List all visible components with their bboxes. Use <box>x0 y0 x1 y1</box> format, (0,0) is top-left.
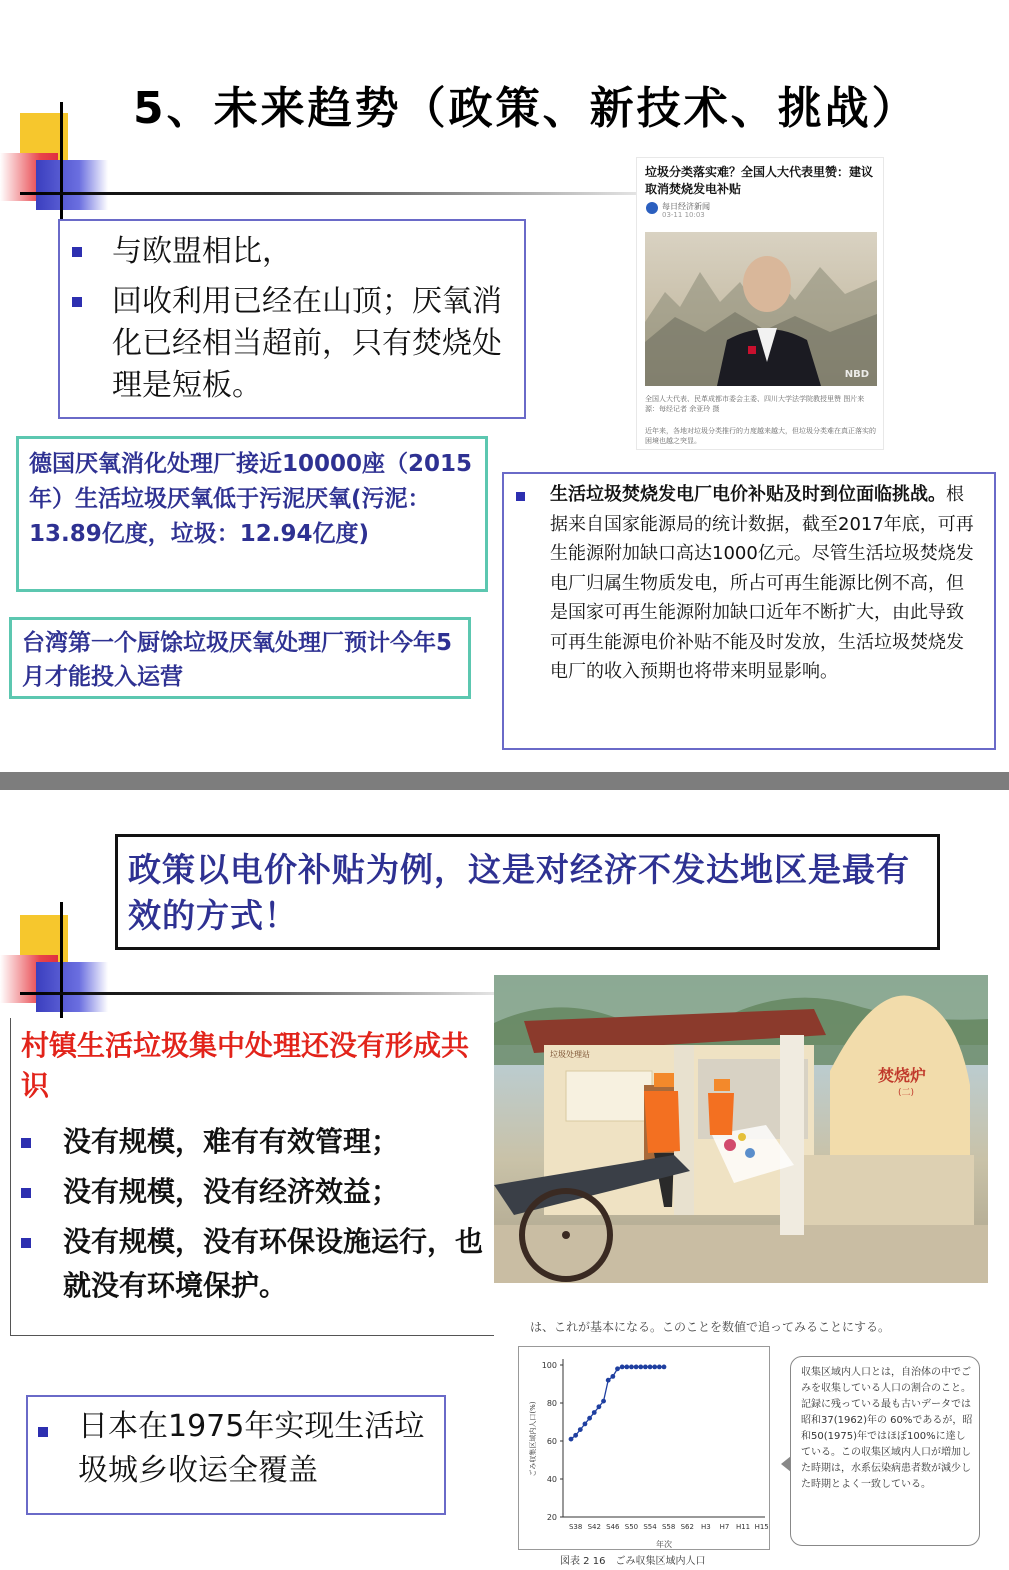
y-tick-label: 40 <box>546 1475 557 1484</box>
bullet-text: 没有规模，难有有效管理； <box>63 1125 400 1158</box>
incinerator-photo <box>494 975 988 1283</box>
x-tick-label: S38 <box>568 1523 583 1531</box>
chart-intro-text: は、これが基本になる。このことを数値で追ってみることにする。 <box>530 1320 891 1334</box>
bullet-item <box>21 1220 491 1308</box>
news-time: 03-11 10:03 <box>662 211 705 219</box>
y-tick-label: 60 <box>546 1437 557 1446</box>
bullet-square-icon <box>38 1427 48 1437</box>
news-watermark: NBD <box>844 369 869 380</box>
y-tick-label: 100 <box>541 1361 557 1370</box>
data-point <box>624 1365 629 1370</box>
chart-note-bubble <box>790 1356 980 1546</box>
data-point <box>569 1437 574 1442</box>
x-tick-label: H11 <box>735 1523 751 1531</box>
news-footer: 近年来，各地对垃圾分类推行的力度越来越大，但垃圾分类难在真正落实的困境也越之突显。 <box>645 427 876 445</box>
data-point <box>601 1399 606 1404</box>
bullet-square-icon <box>516 492 525 501</box>
data-point <box>648 1365 653 1370</box>
y-tick-label: 80 <box>546 1399 557 1408</box>
y-tick-label: 20 <box>546 1513 557 1522</box>
page-title: 5、未来趋势（政策、新技术、挑战） <box>133 83 919 134</box>
chart-caption: 図表 2 16 ごみ収集区域内人口 <box>560 1556 706 1567</box>
data-point <box>652 1365 657 1370</box>
data-point <box>597 1404 602 1409</box>
news-caption: 全国人大代表、民革成都市委会主委、四川大学法学院教授里赞 图片来源：每经记者 余亚玲 摄 <box>645 395 865 413</box>
x-tick-label: H7 <box>719 1523 730 1531</box>
x-tick-label: S42 <box>587 1523 601 1531</box>
series-line <box>571 1367 664 1439</box>
chart-xlabel: 年次 <box>656 1540 672 1549</box>
policy-text: 政策以电价补贴为例，这是对经济不发达地区是最有效的方式！ <box>128 850 910 935</box>
data-point <box>573 1433 578 1438</box>
x-tick-label: H15 <box>754 1523 769 1531</box>
photo-kiln-label: 焚烧炉 <box>878 1066 927 1085</box>
news-source: 每日经济新闻 <box>662 202 710 211</box>
x-tick-label: S54 <box>643 1523 657 1531</box>
photo-kiln-sub: (二) <box>898 1088 915 1098</box>
subsidy-text <box>550 480 978 687</box>
bullet-square-icon <box>72 297 82 307</box>
bullet-text: 回收利用已经在山顶；厌氧消化已经相当超前，只有焚烧处理是短板。 <box>112 284 502 403</box>
decor-horizontal-line <box>20 192 640 195</box>
news-headline: 垃圾分类落实难？全国人大代表里赞：建议取消焚烧发电补贴 <box>645 165 874 196</box>
subsidy-body: 根据来自国家能源局的统计数据，截至2017年底，可再生能源附加缺口高达1000亿元。尽管生活垃圾焚烧发电厂归属生物质发电，所占可再生能源比例不高，但是国家可再生能源附加缺口近年不断扩大，由此导致可再生能源电价补贴不能及时发放，生活垃圾焚烧发电厂的收入预期也将带来明显影响。 <box>550 484 974 682</box>
subsidy-box <box>502 472 996 750</box>
data-point <box>583 1422 588 1427</box>
bubble-pointer-icon <box>781 1456 791 1472</box>
data-point <box>629 1365 634 1370</box>
data-point <box>634 1365 639 1370</box>
data-point <box>638 1365 643 1370</box>
data-point <box>587 1416 592 1421</box>
news-card <box>636 157 884 450</box>
bullet-square-icon <box>21 1138 31 1148</box>
news-photo <box>645 232 877 386</box>
bullet-square-icon <box>72 247 82 257</box>
decor-vertical-line <box>60 902 63 1022</box>
bullet-item <box>21 1120 491 1164</box>
policy-box <box>115 834 940 950</box>
decor-vertical-line <box>60 102 63 222</box>
data-point <box>606 1378 611 1383</box>
eu-compare-box <box>58 219 526 419</box>
photo-sign: 垃圾处理站 <box>550 1050 590 1059</box>
decor-blue-square <box>36 962 108 1012</box>
bullet-square-icon <box>21 1188 31 1198</box>
bullet-text: 没有规模，没有环保设施运行，也就没有环境保护。 <box>63 1225 484 1302</box>
japan-box <box>26 1395 446 1515</box>
data-point <box>620 1365 625 1370</box>
slide-separator <box>0 772 1009 790</box>
data-point <box>610 1374 615 1379</box>
slide-future-trends <box>0 0 1009 772</box>
subsidy-bold-lead: 生活垃圾焚烧发电厂电价补贴及时到位面临挑战。 <box>550 484 946 505</box>
bullet-text: 没有规模，没有经济效益； <box>63 1175 400 1208</box>
slide-policy-village <box>0 790 1009 1570</box>
data-point <box>615 1366 620 1371</box>
news-photo-art <box>645 232 877 386</box>
x-tick-label: H3 <box>700 1523 711 1531</box>
x-tick-label: S62 <box>680 1523 694 1531</box>
germany-text: 德国厌氧消化处理厂接近10000座（2015年）生活垃圾厌氧低于污泥厌氧(污泥：13.89亿度，垃圾：12.94亿度) <box>29 451 473 547</box>
data-point <box>578 1427 583 1432</box>
village-heading: 村镇生活垃圾集中处理还没有形成共识 <box>21 1029 470 1102</box>
x-tick-label: S58 <box>661 1523 676 1531</box>
x-tick-label: S50 <box>624 1523 639 1531</box>
data-point <box>662 1365 667 1370</box>
bullet-item <box>72 231 512 273</box>
bullet-item <box>72 281 512 407</box>
taiwan-box <box>9 617 471 699</box>
incinerator-photo-art <box>494 975 988 1283</box>
germany-box <box>16 436 488 592</box>
decor-horizontal-line <box>20 992 495 995</box>
data-point <box>592 1410 597 1415</box>
decor-blue-square <box>36 160 108 210</box>
data-point <box>643 1365 648 1370</box>
japan-text: 日本在1975年实现生活垃圾城乡收运全覆盖 <box>78 1409 425 1488</box>
chart-note-text: 収集区域内人口とは，自治体の中でごみを収集している人口の割合のこと。記録に残っている最も古いデータでは昭和37(1962)年の 60%であるが，昭和50(1975)年ではほぼ100%に達している。この収集区域内人口が増加した時期は，水系伝染病患者数が減少した時期とよく一致している。 <box>801 1367 973 1490</box>
taiwan-text: 台湾第一个厨馀垃圾厌氧处理厂预计今年5月才能投入运营 <box>22 630 453 690</box>
village-box <box>10 1018 494 1336</box>
chart-frame <box>518 1346 770 1550</box>
chart-ylabel: ごみ収集区域内人口(%) <box>529 1401 537 1477</box>
news-source-avatar <box>646 202 658 214</box>
data-point <box>657 1365 662 1370</box>
bullet-text: 与欧盟相比， <box>112 234 292 269</box>
bullet-item <box>21 1170 491 1214</box>
japan-chart-figure <box>494 1312 1004 1567</box>
line-chart <box>519 1347 771 1551</box>
x-tick-label: S46 <box>606 1523 620 1531</box>
bullet-square-icon <box>21 1238 31 1248</box>
